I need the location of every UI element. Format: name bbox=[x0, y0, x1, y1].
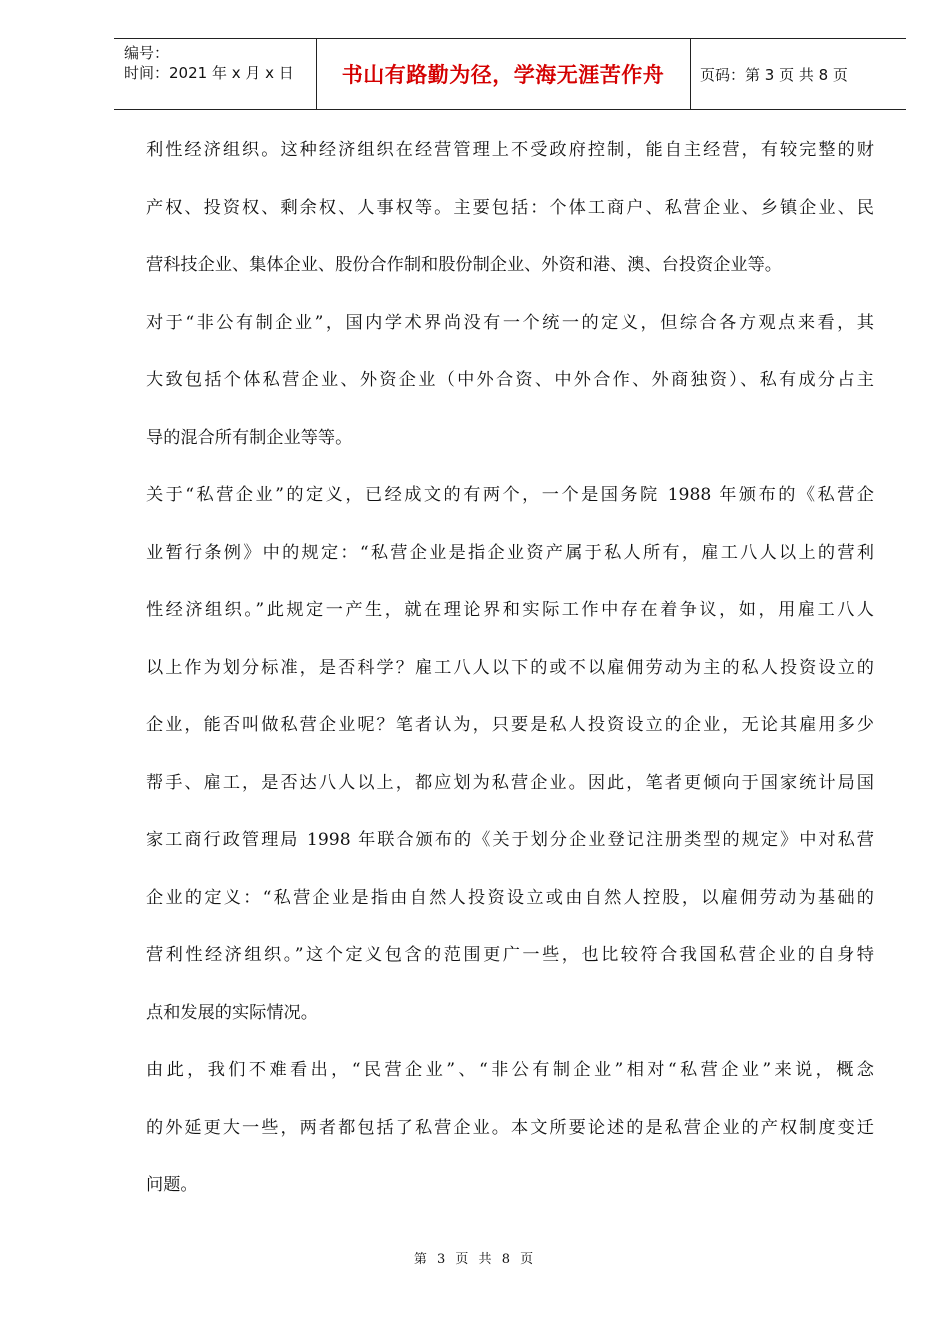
text-line: 产权、投资权、剩余权、人事权等。主要包括：个体工商户、私营企业、乡镇企业、民 bbox=[146, 197, 874, 218]
text-line: 利性经济组织。这种经济组织在经营管理上不受政府控制，能自主经营，有较完整的财 bbox=[146, 140, 874, 160]
text-line: 关于“私营企业”的定义，已经成文的有两个，一个是国务院 1988 年颁布的《私营企 bbox=[146, 485, 874, 505]
header-motto-cell bbox=[316, 39, 691, 109]
text-line: 营利性经济组织。”这个定义包含的范围更广一些，也比较符合我国私营企业的自身特 bbox=[146, 945, 874, 965]
text-line: 大致包括个体私营企业、外资企业（中外合资、中外合作、外商独资）、私有成分占主 bbox=[146, 370, 874, 390]
text-line: 企业，能否叫做私营企业呢？笔者认为，只要是私人投资设立的企业，无论其雇用多少 bbox=[146, 715, 874, 735]
text-line: 点和发展的实际情况。 bbox=[146, 1002, 318, 1023]
text-line: 导的混合所有制企业等等。 bbox=[146, 427, 353, 448]
text-line: 家工商行政管理局 1998 年联合颁布的《关于划分企业登记注册类型的规定》中对私营 bbox=[146, 830, 874, 850]
text-line: 由此，我们不难看出，“民营企业”、“非公有制企业”相对“私营企业”来说，概念 bbox=[146, 1060, 874, 1080]
document-date: 时间：2021 年 x 月 x 日 bbox=[124, 64, 294, 82]
text-line: 性经济组织。”此规定一产生，就在理论界和实际工作中存在着争议，如，用雇工八人 bbox=[146, 600, 874, 620]
header-page-number: 页码：第 3 页 共 8 页 bbox=[700, 66, 848, 84]
paragraph bbox=[146, 122, 874, 295]
text-line: 帮手、雇工，是否达八人以上，都应划为私营企业。因此，笔者更倾向于国家统计局国 bbox=[146, 772, 874, 793]
text-line: 问题。 bbox=[146, 1175, 198, 1195]
paragraph bbox=[146, 467, 874, 1042]
document-number-label: 编号： bbox=[124, 44, 170, 62]
document-body bbox=[146, 122, 874, 1215]
paragraph bbox=[146, 1042, 874, 1215]
page-header bbox=[114, 38, 906, 110]
header-meta-cell bbox=[114, 39, 317, 109]
header-motto: 书山有路勤为径，学海无涯苦作舟 bbox=[341, 63, 665, 87]
text-line: 企业的定义：“私营企业是指由自然人投资设立或由自然人控股，以雇佣劳动为基础的 bbox=[146, 887, 874, 908]
paragraph bbox=[146, 295, 874, 468]
text-line: 对于“非公有制企业”，国内学术界尚没有一个统一的定义，但综合各方观点来看，其 bbox=[146, 312, 874, 333]
header-page-cell bbox=[690, 39, 906, 109]
text-line: 的外延更大一些，两者都包括了私营企业。本文所要论述的是私营企业的产权制度变迁 bbox=[146, 1117, 874, 1138]
text-line: 营科技企业、集体企业、股份合作制和股份制企业、外资和港、澳、台投资企业等。 bbox=[146, 255, 782, 275]
text-line: 以上作为划分标准，是否科学？雇工八人以下的或不以雇佣劳动为主的私人投资设立的 bbox=[146, 657, 874, 678]
text-line: 业暂行条例》中的规定：“私营企业是指企业资产属于私人所有，雇工八人以上的营利 bbox=[146, 542, 874, 563]
page-footer: 第 3 页 共 8 页 bbox=[413, 1252, 537, 1267]
